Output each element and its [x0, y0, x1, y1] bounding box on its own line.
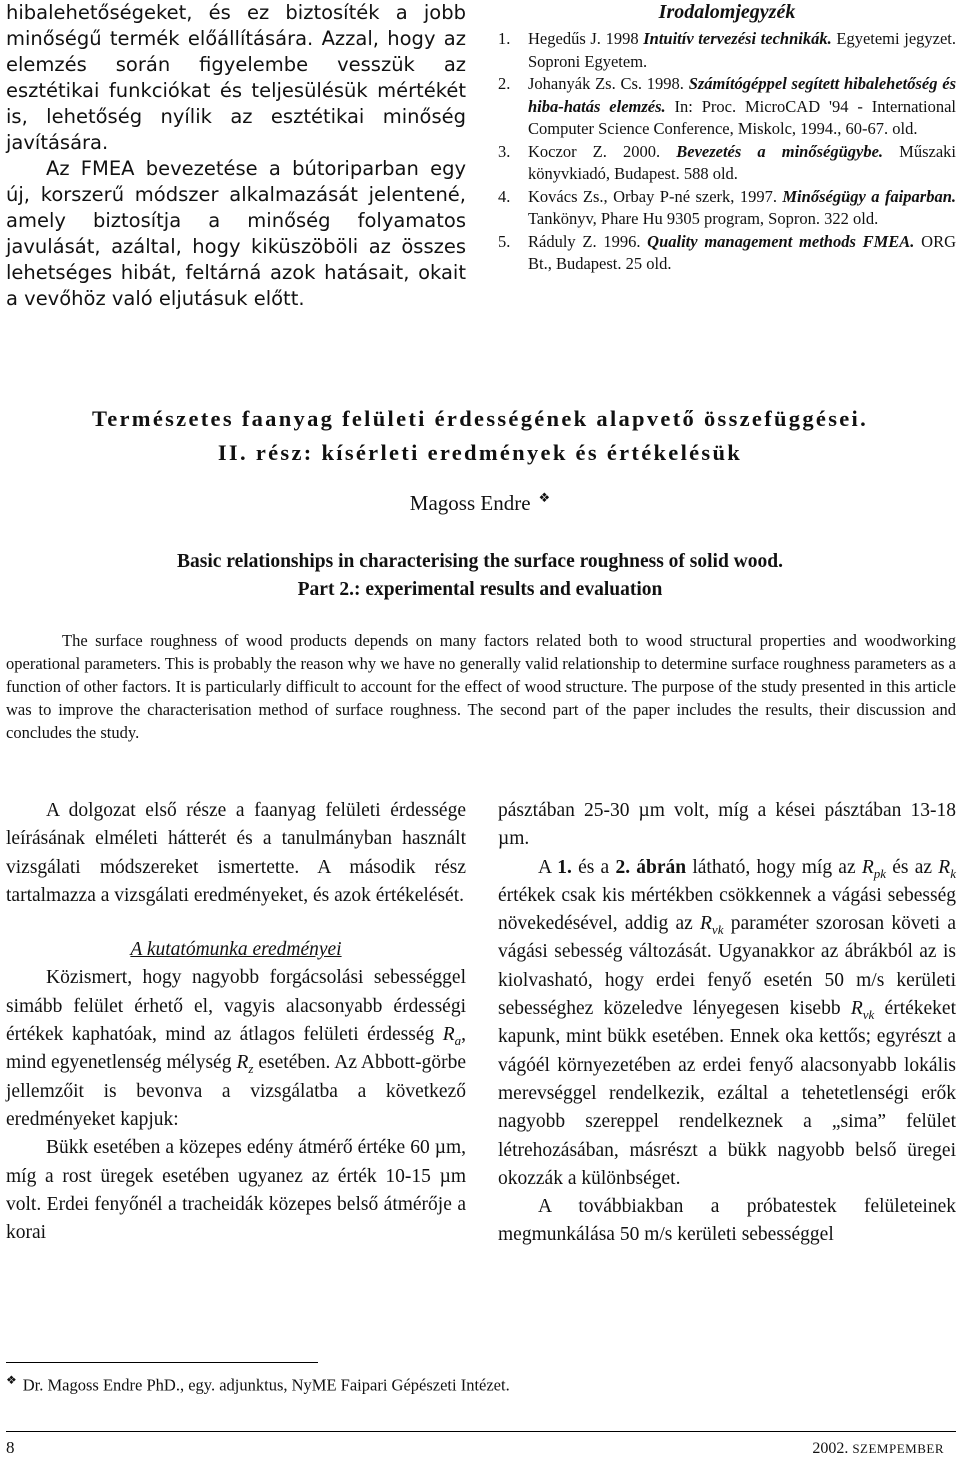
- paragraph: hibalehetőségeket, és ez biztosíték a jobb minőségű termék előállítására. Azzal, hogy az elemzés során figyelembe vesszük az esztétikai funkciókat és teljesülésük mértékét is, lehetőség nyílik az esztétikai minőség javítására.: [6, 1, 466, 154]
- symbol: R: [700, 913, 712, 935]
- symbol-subscript: k: [950, 865, 956, 881]
- english-title-line-2: Part 2.: experimental results and evaluation: [297, 579, 663, 600]
- reference-item: [498, 231, 956, 276]
- author-line: [0, 490, 960, 516]
- symbol-subscript: a: [454, 1032, 462, 1048]
- body-left-column: [6, 797, 466, 1247]
- text-run: esetében. Az Abbott-görbe jellemzőit is bevonva a vizsgálatba a következő eredményeket kapjuk:: [6, 1052, 466, 1130]
- reference-source: ORG Bt., Budapest. 25 old.: [528, 231, 956, 273]
- reference-item: [498, 186, 956, 231]
- symbol-subscript: vk: [862, 1006, 875, 1022]
- paragraph: A dolgozat első része a faanyag felületi érdessége leírásának elméleti hátterét és a tanulmányban használt vizsgálati módszereket ismertette. A második rész tartalmazza a vizsgálati eredményeket, és azok értékelését.: [6, 800, 466, 906]
- reference-title: Számítógéppel segített hibalehetőség és hiba-hatás elemzés.: [528, 74, 956, 116]
- footnote-text: Dr. Magoss Endre PhD., egy. adjunktus, NyME Faipari Gépészeti Intézet.: [22, 1375, 510, 1395]
- symbol: R: [850, 998, 863, 1020]
- symbol: R: [236, 1052, 249, 1074]
- text-run: A: [538, 856, 558, 878]
- reference-number: 1.: [498, 29, 511, 48]
- references-section: [498, 0, 956, 276]
- footnote-mark-icon: ❖: [6, 1373, 17, 1387]
- reference-source: Egyetemi jegyzet. Soproni Egyetem.: [528, 29, 956, 71]
- paragraph: Bükk esetében a közepes edény átmérő értéke 60 µm, míg a rost üregek esetében ugyanez az érték 10-15 µm volt. Erdei fenyőnél a tracheidák közepes belső átmérője a korai: [6, 1137, 466, 1244]
- footer-divider: [6, 1431, 956, 1432]
- reference-source: Műszaki könyvkiadó, Budapest. 588 old.: [528, 141, 957, 183]
- text-run: Közismert, hogy nagyobb forgácsolási sebességgel simább felület érhető el, vagyis alacsonyabb érdességi értékek kaphatóak, mind az átlagos felületi érdesség: [6, 967, 466, 1046]
- symbol: R: [938, 856, 951, 878]
- reference-author: Ráduly Z. 1996.: [528, 231, 648, 251]
- text-run: értékek csak kis mértékben csökkennek a vágási sebesség növekedésével, addig az: [498, 884, 956, 935]
- symbol-subscript: vk: [711, 922, 724, 938]
- text-run: értékeket kapunk, mint bükk esetében. Ennek oka kettős; egyrészt a vágóél környezetében az erdei fenyő alacsonyabb lokális merevséggel rendelkezik, ezáltal a tehetetlenségi erők nagyobb szereppel rendelkeznek a „sima” felület létrehozásában, másrészt a bükk nagyobb belső üregei okozzák a különbséget.: [498, 998, 957, 1189]
- figure-ref: 1.: [557, 856, 572, 878]
- reference-item: [498, 73, 956, 141]
- paragraph: pásztában 25-30 µm volt, míg a kései pásztában 13-18 µm.: [498, 800, 956, 850]
- paper-title: [0, 402, 960, 470]
- abstract: [6, 629, 956, 744]
- paragraph: [498, 854, 956, 1194]
- issue-year: 2002.: [812, 1440, 849, 1457]
- reference-number: 5.: [498, 231, 511, 251]
- reference-author: Hegedűs J. 1998: [528, 29, 644, 48]
- section-heading: A kutatómunka eredményei: [130, 939, 342, 961]
- reference-title: Bevezetés a minőségügybe.: [676, 141, 884, 161]
- paragraph: Az FMEA bevezetése a bútoriparban egy új, korszerű módszer alkalmazását jelentené, amely biztosítja a minőség folyamatos javulását, azáltal, hogy kiküszöböli az összes lehetséges hibát, feltárná azok hatásait, okait a vevőhöz való eljutásuk előtt.: [6, 157, 466, 310]
- figure-ref: 2. ábrán: [615, 856, 687, 878]
- reference-source: Tankönyv, Phare Hu 9305 program, Sopron. 322 old.: [528, 209, 879, 228]
- text-run: látható, hogy míg az: [686, 856, 862, 878]
- author-footnote-mark-icon: ❖: [538, 490, 551, 505]
- issue-month: SZEMPEMBER: [852, 1441, 944, 1456]
- page-number: 8: [6, 1438, 15, 1457]
- reference-author: Koczor Z. 2000.: [528, 141, 677, 161]
- text-run: és a: [571, 856, 616, 878]
- text-run: és az: [886, 856, 939, 878]
- symbol-subscript: pk: [873, 865, 887, 881]
- reference-item: [498, 141, 956, 186]
- symbol: R: [442, 1024, 455, 1046]
- reference-title: Quality management methods FMEA.: [647, 231, 915, 251]
- author-name: Magoss Endre: [409, 491, 531, 515]
- title-line-1: Természetes faanyag felületi érdességének alapvető összefüggései.: [91, 406, 869, 431]
- footnote-divider: [6, 1362, 318, 1363]
- reference-number: 4.: [498, 186, 511, 206]
- references-list: [498, 28, 956, 276]
- text-run: , mind egyenetlenség mélység: [6, 1024, 466, 1074]
- reference-number: 2.: [498, 74, 511, 93]
- references-heading: Irodalomjegyzék: [658, 1, 796, 23]
- body-right-column: [498, 797, 956, 1250]
- text-run: paraméter szorosan követi a vágási sebesség változását. Ugyanakkor az ábrákból az is kiolvasható, hogy erdei fenyő esetén 50 m/s kerületi sebességhez közeledve lényegesen kisebb: [498, 913, 956, 1020]
- issue-date: [812, 1440, 944, 1458]
- footnote: [6, 1373, 510, 1396]
- reference-author: Kovács Zs., Orbay P-né szerk, 1997.: [528, 186, 783, 206]
- top-left-column: [6, 0, 466, 312]
- reference-title: Minőségügy a faiparban.: [782, 186, 956, 206]
- abstract-text: The surface roughness of wood products depends on many factors related both to wood structural properties and woodworking operational parameters. This is probably the reason why we have no generally valid relationship to determine surface roughness parameters as a function of other factors. It is particularly difficult to account for the effect of wood structure. The purpose of the study presented in this article was to improve the characterisation method of surface roughness. The second part of the paper includes the results, their discussion and concludes the study.: [6, 631, 956, 742]
- symbol-subscript: z: [248, 1061, 254, 1077]
- reference-item: [498, 28, 956, 73]
- title-line-2: II. rész: kísérleti eredmények és értékelésük: [217, 440, 743, 465]
- paragraph: [6, 964, 466, 1134]
- reference-author: Johanyák Zs. Cs. 1998.: [528, 74, 689, 93]
- symbol: R: [861, 856, 874, 878]
- english-title: [0, 548, 960, 604]
- english-title-line-1: Basic relationships in characterising the surface roughness of solid wood.: [177, 551, 783, 572]
- reference-number: 3.: [498, 141, 511, 161]
- reference-title: Intuitív tervezési technikák.: [643, 29, 832, 48]
- reference-source: In: Proc. MicroCAD '94 - International Computer Science Conference, Miskolc, 1994., 60-67. old.: [528, 96, 957, 138]
- paragraph: A továbbiakban a próbatestek felületeinek megmunkálása 50 m/s kerületi sebességgel: [498, 1196, 956, 1246]
